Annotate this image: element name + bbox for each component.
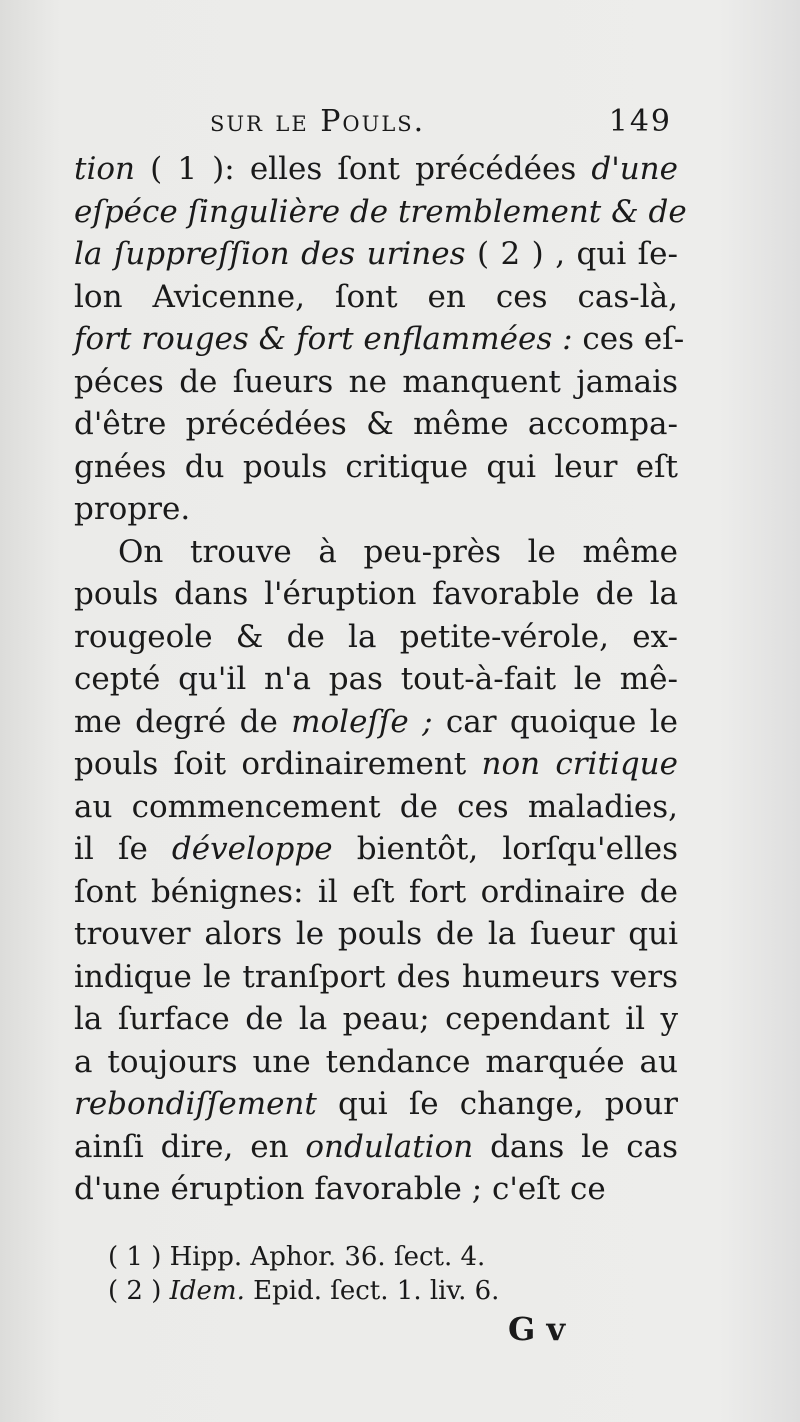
text-segment: propre. (74, 491, 191, 527)
text-line (74, 276, 678, 319)
italic-text: la ſuppreſſion des urines (74, 236, 466, 272)
text-line (74, 998, 678, 1041)
text-segment: qui ſe change, pour (316, 1086, 678, 1122)
text-segment: d'être précédées & même accompa- (74, 406, 678, 442)
text-line (74, 403, 678, 446)
italic-text: rebondiſſement (74, 1086, 317, 1122)
text-segment: péces de ſueurs ne manquent jamais (74, 363, 678, 400)
text-segment: dans le cas (473, 1128, 678, 1165)
text-segment: il ſe (74, 831, 172, 867)
footnote (108, 1274, 668, 1308)
text-segment: ( 2 ) (108, 1276, 170, 1306)
text-line (74, 616, 678, 659)
text-segment: cepté qu'il n'a pas tout-à-fait le mê- (74, 661, 678, 697)
text-line (74, 318, 685, 361)
text-line (74, 531, 678, 574)
text-segment: pouls ſoit ordinairement (74, 746, 482, 782)
footnote (108, 1240, 668, 1274)
italic-text: moleſſe ; (291, 703, 433, 740)
text-segment: ainſi dire, en (74, 1128, 306, 1165)
page-header (210, 104, 680, 148)
text-segment: bientôt, lorſqu'elles (332, 831, 678, 867)
italic-text: fort rouges & fort enflammées : (74, 321, 573, 357)
text-segment: Epid. ſect. 1. liv. 6. (244, 1276, 500, 1306)
text-line (74, 191, 687, 234)
text-segment: car quoique le (432, 703, 678, 740)
text-segment: On trouve à peu-près le même (118, 533, 678, 570)
text-segment: a toujours une tendance marquée au (74, 1043, 678, 1080)
italic-text: ondulation (305, 1128, 474, 1165)
text-line (74, 233, 678, 276)
text-line (74, 1126, 678, 1169)
italic-text: Idem. (169, 1276, 245, 1306)
text-segment: ſont bénignes: il eſt fort ordinaire de (74, 873, 678, 910)
text-line (74, 743, 678, 786)
italic-text: tion (74, 151, 136, 187)
text-segment: ( 1 ): elles ſont précédées (135, 151, 592, 187)
footnotes (108, 1240, 668, 1308)
body-text (74, 148, 687, 1211)
italic-text: non critique (481, 746, 678, 782)
text-line (74, 573, 678, 616)
text-line (74, 956, 678, 999)
text-line (74, 1168, 678, 1211)
text-line (74, 1083, 678, 1126)
text-segment: ( 2 ) , qui ſe- (465, 236, 678, 272)
italic-text: développe (171, 831, 333, 867)
text-line (74, 488, 678, 531)
signature-mark: G v (508, 1310, 566, 1348)
text-segment: indique le tranſport des humeurs vers (74, 958, 678, 995)
text-segment: la ſurface de la peau; cependant il y (74, 1001, 678, 1037)
text-line (74, 361, 678, 404)
text-segment: pouls dans l'éruption favorable de la (74, 576, 678, 612)
text-line (74, 701, 678, 744)
running-title: sur le Pouls. (210, 104, 426, 139)
text-line (74, 1041, 678, 1084)
text-line (74, 658, 678, 701)
text-segment: rougeole & de la petite-vérole, ex- (74, 618, 678, 655)
text-segment: d'une éruption favorable ; c'eſt ce (74, 1171, 606, 1207)
page-number: 149 (608, 104, 672, 139)
text-segment: gnées du pouls critique qui leur eſt (74, 448, 678, 485)
text-segment: me degré de (74, 703, 292, 740)
text-segment: ( 1 ) Hipp. Aphor. 36. ſect. 4. (108, 1242, 486, 1272)
text-segment: au commencement de ces maladies, (74, 788, 678, 825)
text-segment: lon Avicenne, ſont en ces cas-là, (74, 278, 678, 315)
text-line (74, 871, 678, 914)
italic-text: eſpéce ſingulière de tremblement & de (74, 193, 687, 230)
text-line (74, 913, 678, 956)
text-line (74, 446, 678, 489)
text-segment: ces eſ- (572, 321, 685, 357)
text-line (74, 148, 678, 191)
text-line (74, 828, 678, 871)
italic-text: d'une (591, 151, 678, 187)
text-line (74, 786, 678, 829)
text-segment: trouver alors le pouls de la ſueur qui (74, 916, 678, 952)
